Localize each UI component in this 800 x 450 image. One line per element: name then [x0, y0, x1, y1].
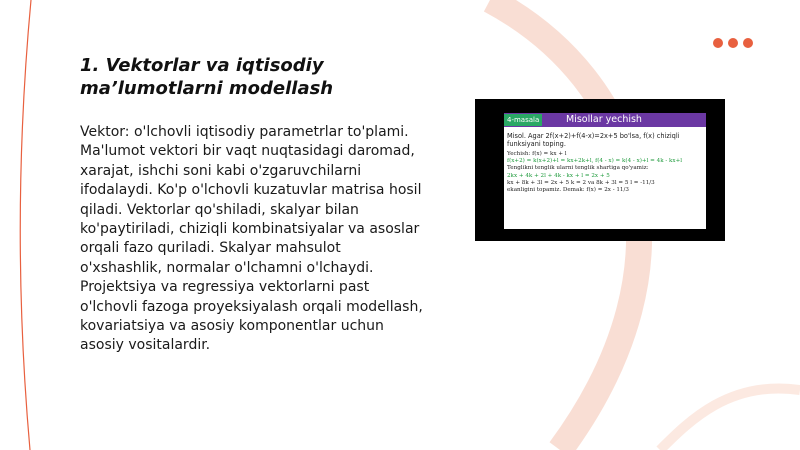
example-header-title: Misollar yechish — [566, 114, 642, 125]
example-line: f(x+2) = k(x+2)+l = kx+2k+l, f(4 - x) = k(4 - x)+l = 4k - kx+l — [507, 158, 683, 165]
example-line: 2kx + 4k + 2l + 4k - kx + l = 2x + 5 — [507, 172, 610, 179]
slide-body-text: Vektor: o'lchovli iqtisodiy parametrlar to'plami. Ma'lumot vektori bir vaqt nuqtasidagi daromad, xarajat, ishchi soni kabi o'zgaruvchilarni ifodalaydi. Ko'p o'lchovli kuzatuvlar matrisa hosil qiladi. Vektorlar qo'shiladi, skalyar bilan ko'paytiriladi, chiziqli kombinatsiyalar va asoslar orqali fazo quriladi. Skalyar mahsulot o'xshashlik, normalar o'lchamni o'lchaydi. Projektsiya va regressiya vektorlarni past o'lchovli fazoga proyeksiyalash orqali modellash, kovariatsiya va asosiy komponentlar uchun asosiy vositalardir. — [80, 124, 423, 354]
example-line: kx + 8k + 3l = 2x + 5 k = 2 va 8k + 3l = 5 l = -11/3 — [507, 179, 655, 186]
slide-dots-decoration — [713, 38, 753, 48]
example-badge: 4-masala — [504, 114, 542, 126]
example-header — [504, 113, 706, 127]
dot-icon — [713, 38, 723, 48]
left-accent-line — [20, 0, 31, 450]
dot-icon — [743, 38, 753, 48]
slide-title — [80, 54, 410, 100]
example-line: Misol. Agar 2f(x+2)+f(4-x)=2x+5 bo'lsa, f(x) chiziqli — [507, 132, 680, 140]
example-image-content — [504, 113, 706, 229]
example-line: funksiyani toping. — [507, 140, 566, 148]
example-line: Yechish: f(x) = kx + l — [507, 151, 567, 157]
example-line: Tenglikni tenglik ularni tenglik shartiga qo'yamiz: — [507, 165, 649, 172]
corner-arc — [660, 388, 800, 450]
dot-icon — [728, 38, 738, 48]
slide-title-line1: 1. Vektorlar va iqtisodiy — [80, 55, 324, 76]
slide-title-line2: ma’lumotlarni modellash — [80, 78, 334, 99]
example-image — [475, 99, 725, 241]
example-line: ekanligini topamiz. Demak: f(x) = 2x - 11/3 — [507, 187, 629, 194]
